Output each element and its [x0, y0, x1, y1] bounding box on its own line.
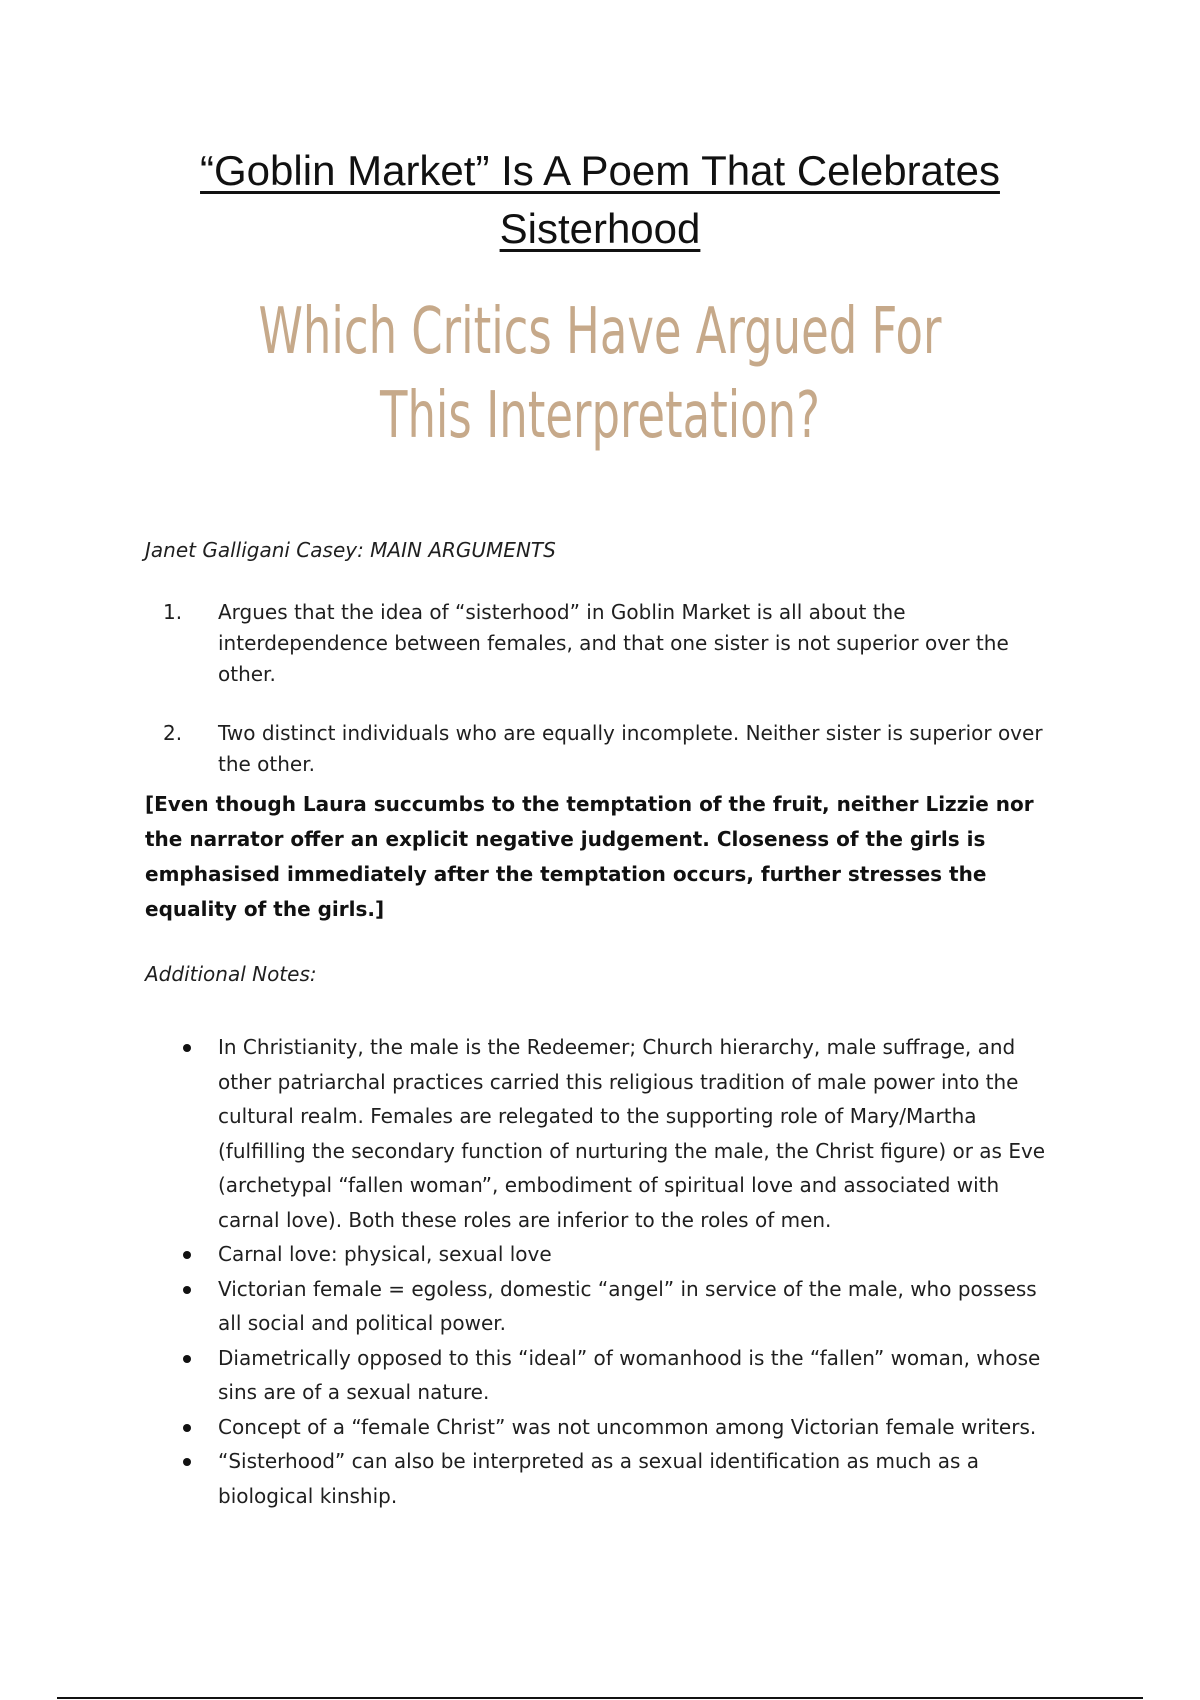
note-text: Victorian female = egoless, domestic “angel” in service of the male, who possess all social and political power. [218, 1276, 1037, 1335]
note-item [145, 1030, 1065, 1237]
note-text: Diametrically opposed to this “ideal” of womanhood is the “fallen” woman, whose sins are of a sexual nature. [218, 1345, 1041, 1404]
note-text: “Sisterhood” can also be interpreted as a sexual identification as much as a biological kinship. [218, 1449, 980, 1508]
argument-text: Argues that the idea of “sisterhood” in Goblin Market is all about the interdependence between females, and that one sister is not superior over the other. [218, 600, 1009, 686]
note-item [145, 1237, 1065, 1272]
additional-notes-list [145, 1030, 1065, 1513]
additional-notes-heading: Additional Notes: [145, 962, 317, 986]
document-title [100, 142, 1100, 258]
note-item [145, 1341, 1065, 1410]
note-item [145, 1444, 1065, 1513]
argument-item [145, 597, 1045, 690]
section-subtitle: Which Critics Have Argued For This Interpretation? [258, 295, 942, 453]
bullet-icon [183, 1355, 191, 1363]
page-bottom-divider [57, 1697, 1143, 1699]
critic-heading: Janet Galligani Casey: MAIN ARGUMENTS [145, 538, 556, 562]
argument-number: 2. [163, 721, 183, 745]
note-text: Carnal love: physical, sexual love [218, 1242, 552, 1266]
main-arguments-list [145, 597, 1045, 808]
document-title-text: “Goblin Market” Is A Poem That Celebrates Sisterhood [200, 147, 1000, 252]
bullet-icon [183, 1458, 191, 1466]
argument-item [145, 718, 1045, 780]
bold-annotation: [Even though Laura succumbs to the temptation of the fruit, neither Lizzie nor the narrator offer an explicit negative judgement. Closeness of the girls is emphasised immediately after the temptation occurs, further stresses the equality of the girls.] [145, 792, 1034, 921]
bullet-icon [183, 1251, 191, 1259]
bullet-icon [183, 1424, 191, 1432]
note-item [145, 1272, 1065, 1341]
note-text: Concept of a “female Christ” was not uncommon among Victorian female writers. [218, 1414, 1037, 1439]
bullet-icon [183, 1286, 191, 1294]
note-item [145, 1410, 1065, 1445]
argument-number: 1. [163, 600, 183, 624]
bullet-icon [183, 1044, 191, 1052]
note-text: In Christianity, the male is the Redeemer; Church hierarchy, male suffrage, and other patriarchal practices carried this religious tradition of male power into the cultural realm. Females are relegated to the supporting role of Mary/Martha (fulfilling the secondary function of nurturing the male, the Christ figure) or as Eve (archetypal “fallen woman”, embodiment of spiritual love and associated with carnal love). Both these roles are inferior to the roles of men. [218, 1035, 1046, 1232]
argument-text: Two distinct individuals who are equally incomplete. Neither sister is superior over the other. [218, 721, 1043, 776]
